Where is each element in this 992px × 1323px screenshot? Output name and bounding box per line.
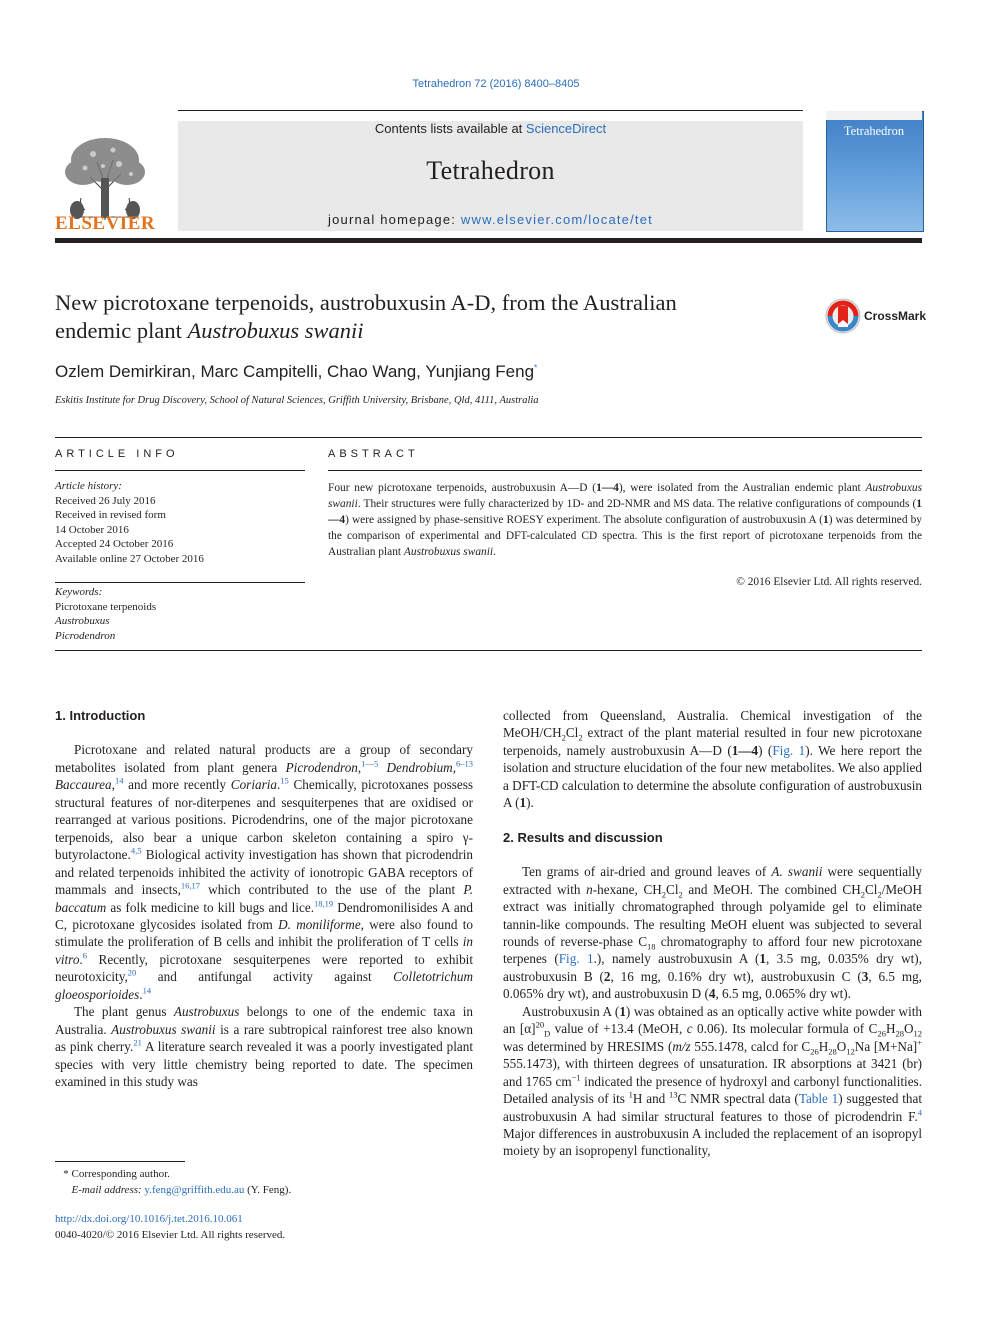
citation-ref[interactable]: 18,19 — [314, 898, 334, 909]
info-bottom-rule — [55, 650, 922, 651]
footnote-rule — [55, 1161, 185, 1162]
abstract-copyright: © 2016 Elsevier Ltd. All rights reserved. — [736, 576, 922, 588]
abstract-text: Four new picrotoxane terpenoids, austrobuxusin A—D (1—4), were isolated from the Australian endemic plant Austrobuxus swanii. Their structures were fully characterized by 1D- and 2D-NMR and MS data. The relative configurations of compounds (1—4) were assigned by phase-sensitive ROESY experiment. The absolute configuration of austrobuxusin A (1) was determined by the comparison of experimental and DFT-calculated CD spectra. This is the first report of picrotoxane terpenoids from the Australian plant Austrobuxus swanii. — [328, 482, 922, 558]
intro-paragraph-2: The plant genus Austrobuxus belongs to one of the endemic taxa in Australia. Austrobuxus swanii is a rare subtropical rainforest tree also known as pink cherry.$^{21}$ A literature search revealed it was a poorly investigated plant species with very little chemistry being reported to date. The specimen examined in this study was — [55, 1004, 473, 1090]
crossmark-label[interactable]: CrossMark — [864, 309, 927, 323]
figure-1-link[interactable]: Fig. 1 — [558, 951, 594, 967]
citation-ref[interactable]: 21 — [133, 1037, 142, 1048]
header-thick-rule — [55, 238, 922, 243]
section-heading-results: 2. Results and discussion — [503, 829, 663, 845]
corresponding-author-mark[interactable]: * — [534, 362, 538, 373]
history-label: Article history: — [55, 480, 122, 492]
keywords-block — [55, 585, 156, 643]
contents-prefix: Contents lists available at — [374, 121, 526, 136]
intro-paragraph-1: Picrotoxane and related natural products are a group of secondary metabolites isolated from plant genera Picrodendron,$^{1—5}$ Dendrobium,$^{6-13}$ Baccaurea,$^{14}$ and more recently Coriaria.$^{15}$ Chemically, picrotoxanes possess structural features of nor-diterpenes and sesquiterpenes that are oxidised or rearranged at various positions. Picrodendrins, one of the major picrotoxane terpenoids, also bear a unique carbon skeleton containing a spiro γ-butyrolactone.$^{4,5}$ Biological activity investigation has shown that picrodendrin and related terpenoids inhibited the activity of ionotropic GABA receptors of mammals and insects,$^{16,17}$ which contributed to the use of the plant P. baccatum as folk medicine to kill bugs and lice.$^{18,19}$ Dendromonilisides A and C, picrotoxane glycosides isolated from D. moniliforme, were also found to stimulate the proliferation of B cells and inhibit the proliferation of T cells in vitro.$^6$ Recently, picrotoxane sesquiterpenes were reported to exhibit neurotoxicity,$^{20}$ and antifungal activity against Colletotrichum gloeosporioides.$^{14}$ — [55, 742, 474, 1002]
citation-ref[interactable]: 15 — [280, 775, 289, 786]
authors-names: Ozlem Demirkiran, Marc Campitelli, Chao Wang, Yunjiang Feng — [55, 362, 535, 381]
journal-name: Tetrahedron — [426, 156, 555, 185]
results-paragraph-2: Austrobuxusin A (1) was obtained as an optically active white powder with an $[\alpha]^{20}_D$ value of +13.4 (MeOH, c 0.06). Its molecular formula of $C_{26}H_{28}O_{12}$ was determined by HRESIMS (m/z 555.1478, calcd for $C_{26}H_{28}O_{12}Na$ [M+Na]+ 555.1473), with thirteen degrees of unsaturation. IR absorptions at 3421 (br) and 1765 $cm^{-1}$ indicated the presence of hydroxyl and carbonyl functionalities. Detailed analysis of its $^1$H and $^{13}$C NMR spectral data (Table 1) suggested that austrobuxusin A had similar structural features to those of picrodendrin F.$^4$ Major differences in austrobuxusin A included the replacement of an isopropyl moiety by an isopropenyl functionality, — [503, 1003, 922, 1159]
homepage-link[interactable]: www.elsevier.com/locate/tet — [460, 212, 653, 227]
abstract-heading: ABSTRACT — [328, 448, 419, 460]
intro-paragraph-2-continued: collected from Queensland, Australia. Chemical investigation of the MeOH/$CH_2Cl_2$ extract of the plant material resulted in four new picrotoxane terpenoids, namely austrobuxusin A—D (1—4) (Fig. 1). We here report the isolation and structure elucidation of the four new metabolites. We also applied a DFT-CD calculation to determine the absolute configuration of austrobuxusin A (1). — [503, 708, 923, 811]
history-online: Available online 27 October 2016 — [55, 552, 204, 565]
crossmark-icon[interactable] — [825, 298, 861, 334]
citation-ref[interactable]: 16,17 — [180, 880, 200, 891]
abstract-rule — [328, 470, 922, 471]
article-title — [55, 289, 805, 345]
doi-link[interactable]: http://dx.doi.org/10.1016/j.tet.2016.10.061 — [55, 1213, 243, 1225]
title-line-2-prefix: endemic plant — [55, 318, 188, 343]
elsevier-wordmark: ELSEVIER — [55, 213, 156, 234]
sciencedirect-link[interactable]: ScienceDirect — [525, 121, 607, 136]
history-received: Received 26 July 2016 — [55, 494, 156, 507]
contents-line — [178, 121, 803, 136]
citation-ref[interactable]: 4,5 — [130, 845, 142, 856]
footnote-mark: * — [63, 1168, 69, 1180]
citation-ref[interactable]: 6 — [82, 950, 87, 961]
footnote-text: Corresponding author. — [68, 1168, 170, 1180]
journal-cover-title: Tetrahedron — [843, 124, 905, 138]
affiliation: Eskitis Institute for Drug Discovery, School of Natural Sciences, Griffith University, Brisbane, Qld, 4111, Australia — [55, 395, 539, 406]
corresponding-author-footnote — [55, 1166, 291, 1198]
citation-ref[interactable]: 14 — [142, 985, 152, 996]
email-label: E-mail address: — [71, 1184, 145, 1196]
results-paragraph-1: Ten grams of air-dried and ground leaves of A. swanii were sequentially extracted with n-hexane, $CH_2Cl_2$ and MeOH. The combined $CH_2Cl_2$/MeOH extract was initially chromatographed through polyamide gel to eliminate tannin-like compounds. The resulting MeOH eluent was subjected to several rounds of reverse-phase $C_{18}$ chromatography to afford four new picrotoxane terpenes (Fig. 1.), namely austrobuxusin A (1, 3.5 mg, 0.035% dry wt), austrobuxusin B (2, 16 mg, 0.16% dry wt), austrobuxusin C (3, 6.5 mg, 0.065% dry wt), and austrobuxusin D (4, 6.5 mg, 0.065% dry wt). — [503, 864, 923, 1002]
keyword: Austrobuxus — [55, 615, 110, 627]
article-info-heading: ARTICLE INFO — [55, 448, 179, 460]
title-line-1: New picrotoxane terpenoids, austrobuxusin A-D, from the Australian — [55, 290, 677, 315]
figure-1-link[interactable]: Fig. 1 — [772, 742, 806, 758]
citation-ref[interactable]: 4 — [917, 1107, 922, 1118]
homepage-prefix: journal homepage: — [328, 212, 461, 227]
citation-ref[interactable]: 1—5 — [361, 758, 379, 769]
top-rule — [178, 110, 803, 111]
info-top-rule — [55, 437, 922, 438]
issn-copyright: 0040-4020/© 2016 Elsevier Ltd. All rights reserved. — [55, 1229, 286, 1241]
citation-ref[interactable]: 20 — [127, 967, 137, 978]
doi-block — [55, 1211, 285, 1243]
journal-cover-strip — [826, 111, 922, 120]
history-revised-label: Received in revised form — [55, 509, 166, 521]
author-email-link[interactable]: y.feng@griffith.edu.au — [144, 1184, 245, 1196]
homepage-line — [178, 212, 803, 227]
email-suffix: (Y. Feng). — [244, 1184, 292, 1196]
history-revised-date: 14 October 2016 — [55, 523, 129, 536]
section-heading-introduction: 1. Introduction — [55, 708, 146, 723]
citation-ref[interactable]: 6–13 — [456, 758, 474, 769]
article-info-rule — [55, 470, 305, 471]
article-history — [55, 479, 204, 566]
body-left-column — [55, 707, 473, 1091]
history-accepted: Accepted 24 October 2016 — [55, 538, 174, 550]
title-line-2-italic: Austrobuxus swanii — [187, 318, 364, 343]
keywords-rule — [55, 582, 305, 583]
author-list — [55, 362, 537, 382]
keyword: Picrotoxane terpenoids — [55, 600, 157, 613]
citation-ref[interactable]: 14 — [114, 775, 124, 786]
journal-citation[interactable]: Tetrahedron 72 (2016) 8400–8405 — [412, 78, 580, 90]
table-1-link[interactable]: Table 1 — [798, 1091, 839, 1107]
keyword: Picrodendron — [55, 629, 116, 642]
body-right-column — [503, 707, 922, 1160]
keywords-label: Keywords: — [55, 586, 103, 598]
